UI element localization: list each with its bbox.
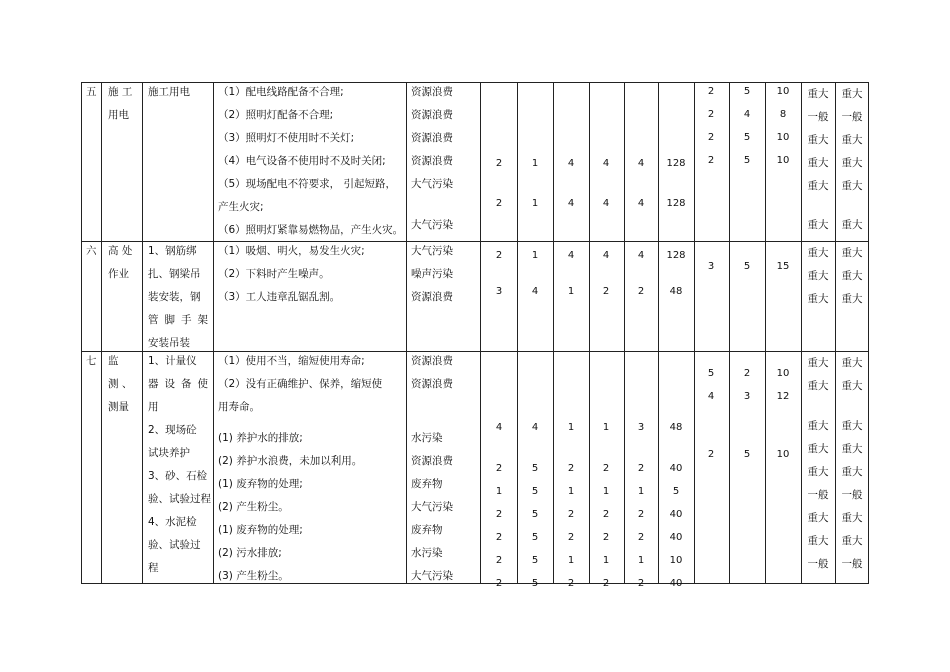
activity-text: 验、试验过 <box>148 539 201 551</box>
hazard-category: 高 处 <box>108 245 133 257</box>
score-value: 40 <box>669 578 683 589</box>
extra-score-value: 3 <box>707 261 715 272</box>
extra-score-value: 5 <box>743 449 751 460</box>
score-value: 128 <box>666 198 686 209</box>
significance-level-b: 重大 <box>841 443 863 455</box>
row-number: 七 <box>86 355 97 367</box>
score-value: 5 <box>531 463 539 474</box>
hazard-category: 监 <box>108 355 119 367</box>
grid-line <box>658 82 659 584</box>
environmental-impact: 资源浪费 <box>411 155 453 167</box>
hazard-category: 测量 <box>108 401 129 413</box>
grid-line <box>868 82 869 584</box>
significance-level-a: 重大 <box>807 247 829 259</box>
environmental-factor: （1）使用不当，缩短使用寿命; <box>218 355 365 367</box>
extra-score-value: 8 <box>779 109 787 120</box>
score-value: 128 <box>666 158 686 169</box>
score-value: 5 <box>531 486 539 497</box>
score-value: 2 <box>567 532 575 543</box>
score-value: 2 <box>567 463 575 474</box>
score-value: 1 <box>567 286 575 297</box>
grid-line <box>142 82 143 584</box>
extra-score-value: 2 <box>707 155 715 166</box>
environmental-impact: 大气污染 <box>411 219 453 231</box>
significance-level-a: 一般 <box>807 558 829 570</box>
significance-level-a: 重大 <box>807 357 829 369</box>
significance-level-a: 重大 <box>807 219 829 231</box>
score-value: 4 <box>495 422 503 433</box>
hazard-category: 测 、 <box>108 378 133 390</box>
activity-text: 2、现场砼 <box>148 424 197 436</box>
hazard-category: 用电 <box>108 109 129 121</box>
activity-text: 施工用电 <box>148 86 190 98</box>
significance-level-a: 重大 <box>807 512 829 524</box>
score-value: 3 <box>637 422 645 433</box>
significance-level-a: 重大 <box>807 443 829 455</box>
environmental-factor: (2) 产生粉尘。 <box>218 501 289 513</box>
grid-line <box>694 82 695 584</box>
activity-text: 试块养护 <box>148 447 190 459</box>
score-value: 2 <box>495 250 503 261</box>
hazard-category: 作业 <box>108 268 129 280</box>
score-value: 4 <box>637 158 645 169</box>
activity-text: 管 脚 手 架 <box>148 314 208 326</box>
score-value: 2 <box>637 463 645 474</box>
extra-score-value: 2 <box>707 449 715 460</box>
score-value: 1 <box>602 555 610 566</box>
grid-line <box>81 82 82 584</box>
environmental-impact: 大气污染 <box>411 178 453 190</box>
significance-level-a: 一般 <box>807 489 829 501</box>
environmental-factor: （3）工人违章乱锯乱割。 <box>218 291 341 303</box>
environmental-impact: 资源浪费 <box>411 86 453 98</box>
extra-score-value: 10 <box>776 155 790 166</box>
significance-level-b: 一般 <box>841 489 863 501</box>
grid-line <box>81 583 869 584</box>
score-value: 2 <box>637 286 645 297</box>
score-value: 5 <box>672 486 680 497</box>
extra-score-value: 10 <box>776 368 790 379</box>
score-value: 1 <box>495 486 503 497</box>
grid-line <box>589 82 590 584</box>
score-value: 2 <box>602 509 610 520</box>
extra-score-value: 12 <box>776 391 790 402</box>
significance-level-b: 一般 <box>841 111 863 123</box>
score-value: 40 <box>669 509 683 520</box>
score-value: 2 <box>495 198 503 209</box>
extra-score-value: 5 <box>743 86 751 97</box>
significance-level-a: 重大 <box>807 466 829 478</box>
score-value: 1 <box>637 486 645 497</box>
score-value: 5 <box>531 532 539 543</box>
environmental-factor: (2) 污水排放; <box>218 547 282 559</box>
significance-level-b: 一般 <box>841 558 863 570</box>
environmental-impact: 废弃物 <box>411 478 443 490</box>
score-value: 2 <box>637 509 645 520</box>
evaluation-table <box>81 82 869 589</box>
extra-score-value: 2 <box>707 109 715 120</box>
score-value: 1 <box>531 158 539 169</box>
environmental-factor: （2）没有正确维护、保养，缩短使 <box>218 378 383 390</box>
extra-score-value: 15 <box>776 261 790 272</box>
significance-level-a: 重大 <box>807 535 829 547</box>
score-value: 2 <box>602 578 610 589</box>
activity-text: 验、试验过程 <box>148 493 211 505</box>
score-value: 4 <box>531 422 539 433</box>
activity-text: 装安装，钢 <box>148 291 201 303</box>
score-value: 2 <box>567 578 575 589</box>
environmental-impact: 大气污染 <box>411 501 453 513</box>
environmental-factor: （6）照明灯紧靠易燃物品，产生火灾。 <box>218 224 404 236</box>
score-value: 2 <box>495 463 503 474</box>
score-value: 2 <box>567 509 575 520</box>
environmental-impact: 资源浪费 <box>411 109 453 121</box>
significance-level-a: 重大 <box>807 88 829 100</box>
significance-level-a: 重大 <box>807 380 829 392</box>
significance-level-b: 重大 <box>841 357 863 369</box>
activity-text: 用 <box>148 401 159 413</box>
extra-score-value: 10 <box>776 449 790 460</box>
significance-level-a: 重大 <box>807 134 829 146</box>
score-value: 4 <box>602 198 610 209</box>
environmental-impact: 水污染 <box>411 547 443 559</box>
significance-level-b: 重大 <box>841 134 863 146</box>
significance-level-b: 重大 <box>841 270 863 282</box>
grid-line <box>765 82 766 584</box>
score-value: 10 <box>669 555 683 566</box>
extra-score-value: 10 <box>776 86 790 97</box>
grid-line <box>835 82 836 584</box>
environmental-factor: (3) 产生粉尘。 <box>218 570 289 582</box>
grid-line <box>81 82 869 83</box>
significance-level-b: 重大 <box>841 535 863 547</box>
score-value: 5 <box>531 509 539 520</box>
environmental-factor: (2) 养护水浪费，未加以利用。 <box>218 455 363 467</box>
environmental-factor: 用寿命。 <box>218 401 260 413</box>
extra-score-value: 2 <box>707 86 715 97</box>
grid-line <box>801 82 802 584</box>
environmental-impact: 资源浪费 <box>411 355 453 367</box>
significance-level-b: 重大 <box>841 293 863 305</box>
score-value: 40 <box>669 532 683 543</box>
extra-score-value: 2 <box>707 132 715 143</box>
grid-line <box>81 351 869 352</box>
extra-score-value: 4 <box>707 391 715 402</box>
significance-level-b: 重大 <box>841 380 863 392</box>
environmental-impact: 资源浪费 <box>411 455 453 467</box>
score-value: 2 <box>637 578 645 589</box>
score-value: 1 <box>531 198 539 209</box>
extra-score-value: 3 <box>743 391 751 402</box>
grid-line <box>480 82 481 584</box>
extra-score-value: 10 <box>776 132 790 143</box>
score-value: 4 <box>637 250 645 261</box>
score-value: 1 <box>637 555 645 566</box>
grid-line <box>517 82 518 584</box>
activity-text: 程 <box>148 562 159 574</box>
activity-text: 器 设 备 使 <box>148 378 208 390</box>
significance-level-a: 重大 <box>807 293 829 305</box>
extra-score-value: 4 <box>743 109 751 120</box>
environmental-impact: 资源浪费 <box>411 378 453 390</box>
score-value: 1 <box>602 486 610 497</box>
grid-line <box>553 82 554 584</box>
score-value: 2 <box>602 286 610 297</box>
environmental-impact: 水污染 <box>411 432 443 444</box>
score-value: 4 <box>637 198 645 209</box>
score-value: 4 <box>567 158 575 169</box>
extra-score-value: 5 <box>707 368 715 379</box>
environmental-impact: 废弃物 <box>411 524 443 536</box>
hazard-category: 施 工 <box>108 86 133 98</box>
score-value: 4 <box>602 250 610 261</box>
significance-level-a: 一般 <box>807 111 829 123</box>
score-value: 4 <box>602 158 610 169</box>
significance-level-a: 重大 <box>807 420 829 432</box>
grid-line <box>624 82 625 584</box>
environmental-factor: （3）照明灯不使用时不关灯; <box>218 132 355 144</box>
environmental-factor: （1）配电线路配备不合理; <box>218 86 344 98</box>
score-value: 2 <box>602 532 610 543</box>
environmental-factor: （5）现场配电不符要求， 引起短路， <box>218 178 397 190</box>
score-value: 1 <box>567 422 575 433</box>
environmental-factor: （4）电气设备不使用时不及时关闭; <box>218 155 386 167</box>
activity-text: 3、砂、石检 <box>148 470 208 482</box>
environmental-impact: 大气污染 <box>411 245 453 257</box>
extra-score-value: 5 <box>743 155 751 166</box>
score-value: 48 <box>669 286 683 297</box>
score-value: 1 <box>531 250 539 261</box>
score-value: 2 <box>637 532 645 543</box>
environmental-impact: 资源浪费 <box>411 291 453 303</box>
score-value: 2 <box>495 158 503 169</box>
environmental-factor: (1) 养护水的排放; <box>218 432 303 444</box>
significance-level-a: 重大 <box>807 270 829 282</box>
activity-text: 1、计量仪 <box>148 355 197 367</box>
score-value: 40 <box>669 463 683 474</box>
significance-level-b: 重大 <box>841 512 863 524</box>
environmental-factor: （2）照明灯配备不合理; <box>218 109 334 121</box>
significance-level-b: 重大 <box>841 466 863 478</box>
environmental-impact: 大气污染 <box>411 570 453 582</box>
environmental-impact: 资源浪费 <box>411 132 453 144</box>
environmental-factor: （2）下料时产生噪声。 <box>218 268 330 280</box>
score-value: 2 <box>495 578 503 589</box>
environmental-factor: 产生火灾; <box>218 201 264 213</box>
score-value: 5 <box>531 555 539 566</box>
row-number: 五 <box>86 86 97 98</box>
score-value: 2 <box>495 555 503 566</box>
activity-text: 扎、钢梁吊 <box>148 268 201 280</box>
score-value: 4 <box>567 198 575 209</box>
significance-level-b: 重大 <box>841 88 863 100</box>
score-value: 4 <box>567 250 575 261</box>
score-value: 1 <box>567 486 575 497</box>
score-value: 48 <box>669 422 683 433</box>
grid-line <box>729 82 730 584</box>
significance-level-a: 重大 <box>807 180 829 192</box>
activity-text: 安装吊装 <box>148 337 190 349</box>
score-value: 1 <box>567 555 575 566</box>
score-value: 3 <box>495 286 503 297</box>
environmental-factor: (1) 废弃物的处理; <box>218 478 303 490</box>
score-value: 5 <box>531 578 539 589</box>
score-value: 2 <box>602 463 610 474</box>
score-value: 4 <box>531 286 539 297</box>
grid-line <box>213 82 214 584</box>
grid-line <box>101 82 102 584</box>
environmental-factor: （1）吸烟、明火，易发生火灾; <box>218 245 365 257</box>
activity-text: 4、水泥检 <box>148 516 197 528</box>
grid-line <box>406 82 407 584</box>
significance-level-b: 重大 <box>841 247 863 259</box>
row-number: 六 <box>86 245 97 257</box>
extra-score-value: 5 <box>743 261 751 272</box>
score-value: 128 <box>666 250 686 261</box>
significance-level-b: 重大 <box>841 219 863 231</box>
score-value: 2 <box>495 532 503 543</box>
significance-level-a: 重大 <box>807 157 829 169</box>
grid-line <box>81 241 869 242</box>
score-value: 2 <box>495 509 503 520</box>
extra-score-value: 5 <box>743 132 751 143</box>
significance-level-b: 重大 <box>841 157 863 169</box>
activity-text: 1、钢筋绑 <box>148 245 197 257</box>
significance-level-b: 重大 <box>841 420 863 432</box>
environmental-impact: 噪声污染 <box>411 268 453 280</box>
extra-score-value: 2 <box>743 368 751 379</box>
environmental-factor: (1) 废弃物的处理; <box>218 524 303 536</box>
score-value: 1 <box>602 422 610 433</box>
significance-level-b: 重大 <box>841 180 863 192</box>
